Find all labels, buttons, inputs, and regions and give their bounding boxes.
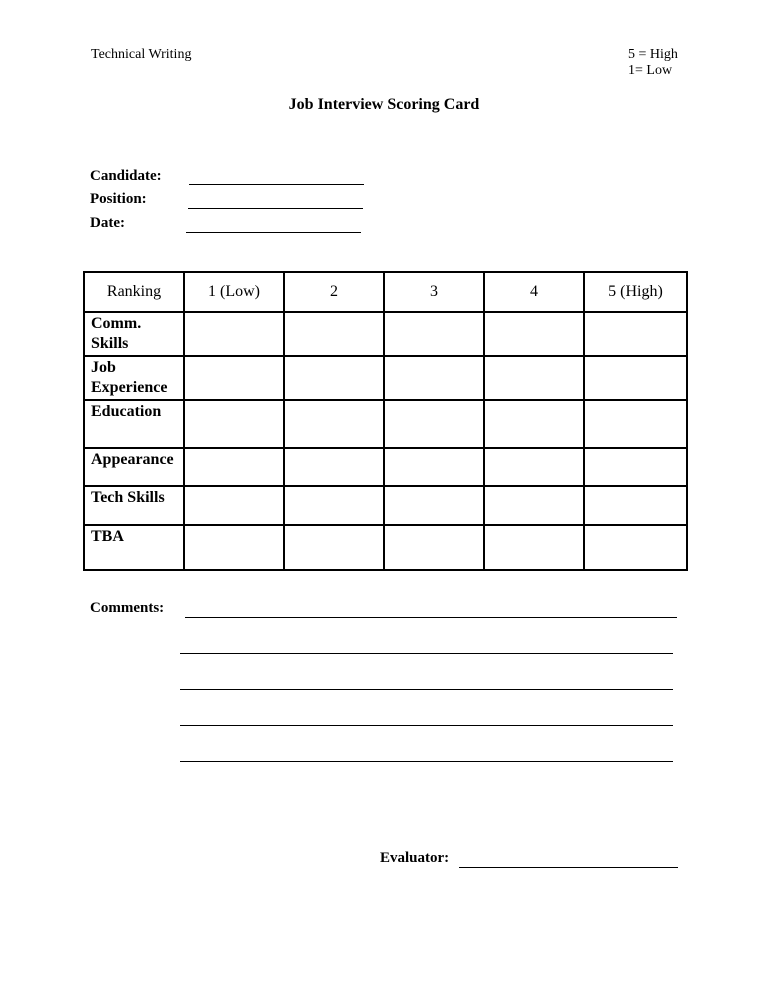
score-cell[interactable] <box>384 525 484 570</box>
row-label: Job Experience <box>84 356 184 400</box>
score-cell[interactable] <box>184 486 284 525</box>
candidate-label: Candidate: <box>90 168 162 184</box>
score-cell[interactable] <box>284 486 384 525</box>
score-cell[interactable] <box>284 525 384 570</box>
score-cell[interactable] <box>484 400 584 448</box>
comment-line[interactable] <box>180 689 673 690</box>
candidate-field[interactable] <box>189 184 364 185</box>
date-label: Date: <box>90 215 125 231</box>
score-cell[interactable] <box>584 525 687 570</box>
row-label: Tech Skills <box>84 486 184 525</box>
score-cell[interactable] <box>184 448 284 486</box>
position-label: Position: <box>90 191 147 207</box>
score-cell[interactable] <box>584 312 687 356</box>
column-header: 1 (Low) <box>184 272 284 312</box>
score-cell[interactable] <box>584 356 687 400</box>
score-cell[interactable] <box>484 356 584 400</box>
score-cell[interactable] <box>284 356 384 400</box>
table-header-row <box>84 272 687 312</box>
score-cell[interactable] <box>184 525 284 570</box>
score-cell[interactable] <box>184 356 284 400</box>
row-label: Education <box>84 400 184 448</box>
score-cell[interactable] <box>384 400 484 448</box>
scale-low-note: 1= Low <box>628 63 673 78</box>
table-row <box>84 312 687 356</box>
evaluator-label: Evaluator: <box>380 850 450 866</box>
scoring-table <box>83 271 688 571</box>
row-label: Appearance <box>84 448 184 486</box>
comment-line[interactable] <box>180 653 673 654</box>
row-label: Comm. Skills <box>84 312 184 356</box>
score-cell[interactable] <box>584 448 687 486</box>
page-title: Job Interview Scoring Card <box>288 96 480 113</box>
column-header: 3 <box>384 272 484 312</box>
score-cell[interactable] <box>384 312 484 356</box>
table-row <box>84 448 687 486</box>
row-label: TBA <box>84 525 184 570</box>
course-name: Technical Writing <box>91 47 192 62</box>
score-cell[interactable] <box>384 486 484 525</box>
score-cell[interactable] <box>484 525 584 570</box>
score-cell[interactable] <box>284 448 384 486</box>
column-header: 2 <box>284 272 384 312</box>
position-field[interactable] <box>188 208 363 209</box>
column-header: 4 <box>484 272 584 312</box>
score-cell[interactable] <box>184 312 284 356</box>
table-row <box>84 525 687 570</box>
scale-high-note: 5 = High <box>628 47 678 62</box>
evaluator-field[interactable] <box>459 867 678 868</box>
score-cell[interactable] <box>584 486 687 525</box>
score-cell[interactable] <box>284 400 384 448</box>
score-cell[interactable] <box>284 312 384 356</box>
score-cell[interactable] <box>384 448 484 486</box>
score-cell[interactable] <box>184 400 284 448</box>
comment-line[interactable] <box>180 761 673 762</box>
column-header: Ranking <box>84 272 184 312</box>
table-row <box>84 486 687 525</box>
score-cell[interactable] <box>484 312 584 356</box>
score-cell[interactable] <box>584 400 687 448</box>
column-header: 5 (High) <box>584 272 687 312</box>
score-cell[interactable] <box>484 486 584 525</box>
comments-label: Comments: <box>90 600 165 616</box>
table-row <box>84 400 687 448</box>
score-cell[interactable] <box>384 356 484 400</box>
date-field[interactable] <box>186 232 361 233</box>
comment-line[interactable] <box>185 617 677 618</box>
score-cell[interactable] <box>484 448 584 486</box>
comment-line[interactable] <box>180 725 673 726</box>
table-row <box>84 356 687 400</box>
